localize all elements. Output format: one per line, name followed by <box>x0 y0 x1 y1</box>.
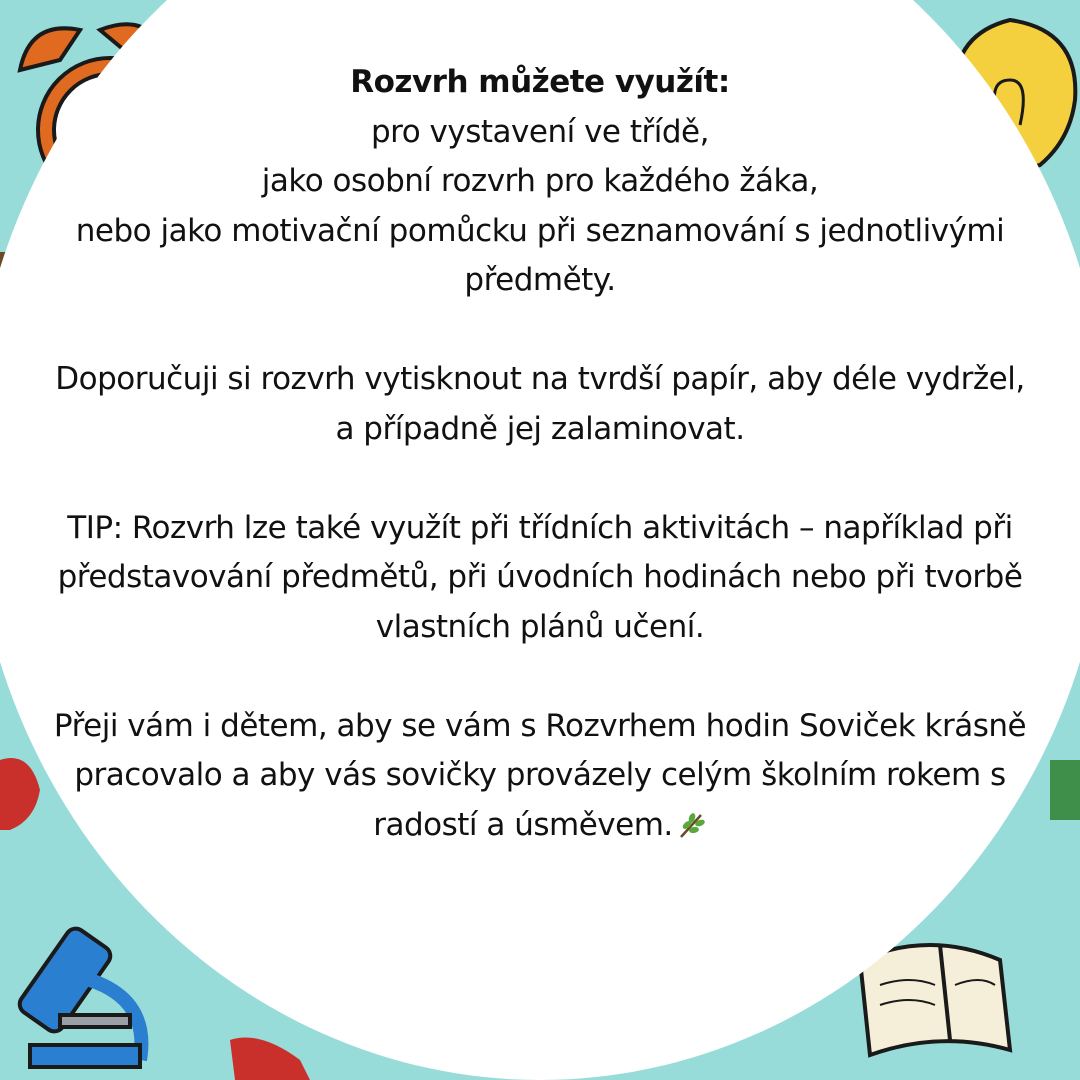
usage-line: nebo jako motivační pomůcku při seznamování s jednotlivými <box>75 212 1005 249</box>
activity-tip-line: představování předmětů, při úvodních hodinách nebo při tvorbě <box>57 559 1023 595</box>
microscope-icon <box>16 925 142 1067</box>
print-tip-section <box>0 355 1080 454</box>
activity-tip-section <box>0 504 1080 653</box>
usage-section <box>0 58 1080 306</box>
open-book-icon <box>860 945 1010 1055</box>
sprig-icon <box>677 810 707 840</box>
print-tip-line: Doporučuji si rozvrh vytisknout na tvrdší papír, aby déle vydržel, <box>55 361 1025 397</box>
closing-line: pracovalo a aby vás sovičky provázely celým školním rokem s <box>74 757 1006 793</box>
activity-tip-line: TIP: Rozvrh lze také využít při třídních aktivitách – například při <box>67 509 1013 546</box>
closing-section <box>0 702 1080 851</box>
print-tip-line: a případně jej zalaminovat. <box>335 410 745 447</box>
closing-line: Přeji vám i dětem, aby se vám s Rozvrhem hodin Soviček krásně <box>53 707 1027 744</box>
usage-line: pro vystavení ve třídě, <box>371 113 709 150</box>
usage-line: jako osobní rozvrh pro každého žáka, <box>261 163 819 199</box>
section-heading: Rozvrh můžete využít: <box>350 64 730 100</box>
closing-line: radostí a úsměvem. <box>373 806 673 843</box>
usage-line: předměty. <box>464 262 616 298</box>
activity-tip-line: vlastních plánů učení. <box>375 608 705 645</box>
info-text <box>0 58 1080 900</box>
